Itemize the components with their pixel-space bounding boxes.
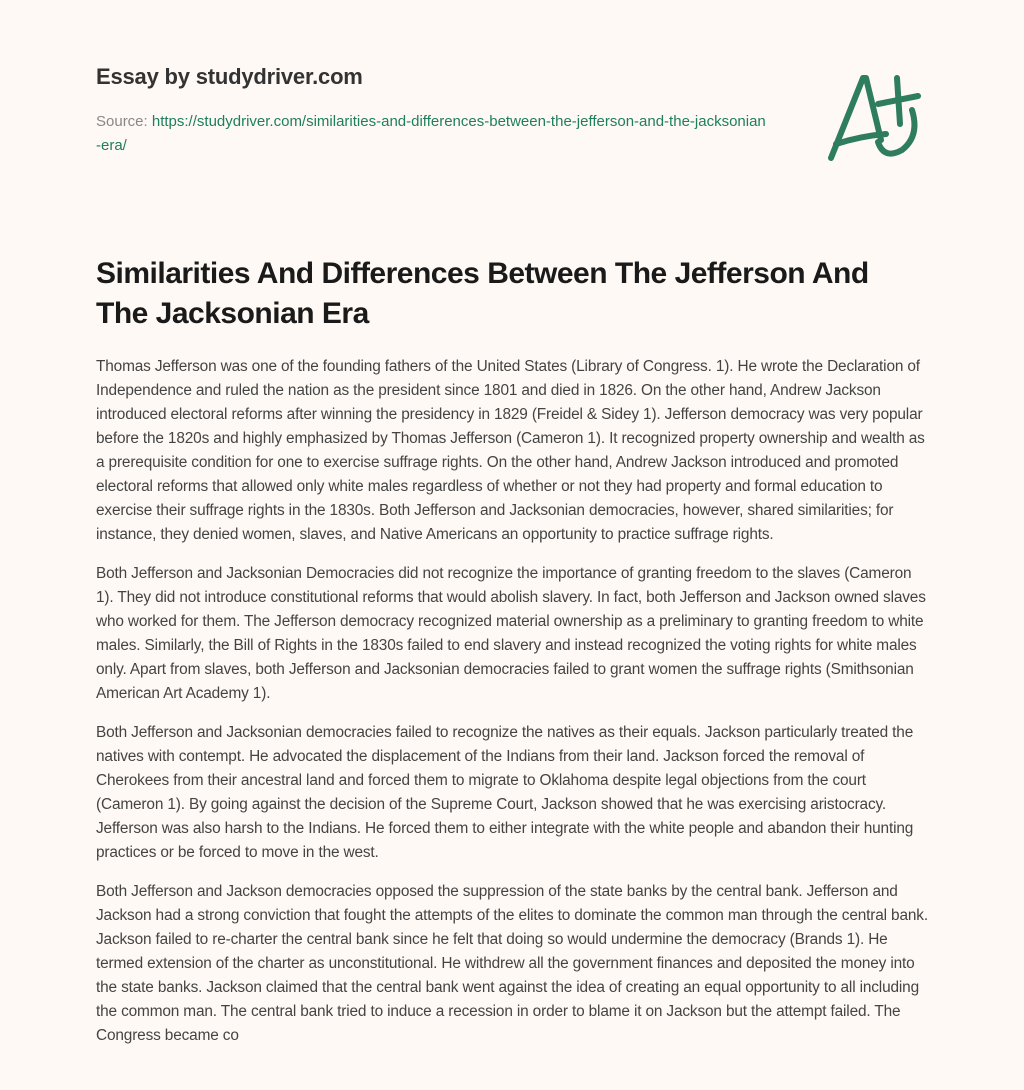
paragraph: Both Jefferson and Jacksonian democracies failed to recognize the natives as their equals. Jackson particularly treated the natives with contempt. He advocated the displacement of the Indians from their land. Jackson forced the removal of Cherokees from their ancestral land and forced them to migrate to Oklahoma despite legal objections from the court (Cameron 1). By going against the decision of the Supreme Court, Jackson showed that he was exercising aristocracy. Jefferson was also harsh to the Indians. He forced them to either integrate with the white people and abandon their hunting practices or be forced to move in the west. <box>96 724 914 861</box>
source-label: Source: <box>96 113 152 130</box>
essay-body <box>96 355 928 1063</box>
paragraph: Both Jefferson and Jacksonian Democracies did not recognize the importance of granting freedom to the slaves (Cameron 1). They did not introduce constitutional reforms that would abolish slavery. In fact, both Jefferson and Jackson owned slaves who worked for them. The Jefferson democracy recognized material ownership as a preliminary to granting freedom to white males. Similarly, the Bill of Rights in the 1830s failed to end slavery and instead recognized the voting rights for white males only. Apart from slaves, both Jefferson and Jacksonian democracies failed to grant women the suffrage rights (Smithsonian American Art Academy 1). <box>96 565 926 702</box>
a-plus-grade-icon <box>826 66 930 166</box>
site-brand: Essay by studydriver.com <box>96 64 363 89</box>
source-line <box>96 110 766 158</box>
paragraph: Both Jefferson and Jackson democracies opposed the suppression of the state banks by the central bank. Jefferson and Jackson had a strong conviction that fought the attempts of the elites to dominate the common man through the central bank. Jackson failed to re-charter the central bank since he felt that doing so would undermine the democracy (Brands 1). He termed extension of the charter as unconstitutional. He withdrew all the government finances and deposited the money into the state banks. Jackson claimed that the central bank went against the idea of creating an equal opportunity to all including the common man. The central bank tried to induce a recession in order to blame it on Jackson but the attempt failed. The Congress became co <box>96 883 928 1044</box>
paragraph: Thomas Jefferson was one of the founding fathers of the United States (Library of Congress. 1). He wrote the Declaration of Independence and ruled the nation as the president since 1801 and died in 1826. On the other hand, Andrew Jackson introduced electoral reforms after winning the presidency in 1829 (Freidel & Sidey 1). Jefferson democracy was very popular before the 1820s and highly emphasized by Thomas Jefferson (Cameron 1). It recognized property ownership and wealth as a prerequisite condition for one to exercise suffrage rights. On the other hand, Andrew Jackson introduced and promoted electoral reforms that allowed only white males regardless of whether or not they had property and formal education to exercise their suffrage rights in the 1830s. Both Jefferson and Jacksonian democracies, however, shared similarities; for instance, they denied women, slaves, and Native Americans an opportunity to practice suffrage rights. <box>96 358 925 543</box>
source-link[interactable]: https://studydriver.com/similarities-and-differences-between-the-jefferson-and-the-jacksonian-era/ <box>96 113 766 154</box>
page-title: Similarities And Differences Between The Jefferson And The Jacksonian Era <box>96 257 869 330</box>
